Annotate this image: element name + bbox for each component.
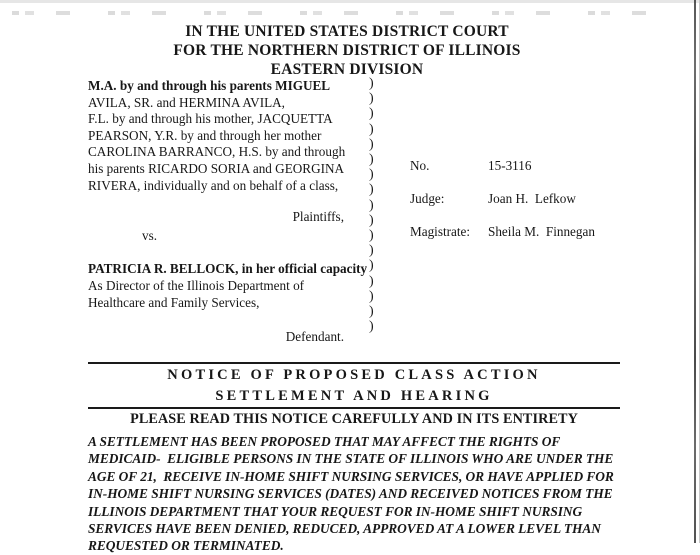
scan-top-edge-artifact [0,0,700,3]
court-header-line-2: FOR THE NORTHERN DISTRICT OF ILLINOIS [173,42,521,59]
plaintiff-line: RIVERA, individually and on behalf of a class, [88,177,339,193]
notice-body-paragraph: A SETTLEMENT HAS BEEN PROPOSED THAT MAY AFFECT THE RIGHTS OF MEDICAID- ELIGIBLE PERSONS IN THE STATE OF ILLINOIS WHO ARE UNDER THE AGE OF 21, RECEIVE IN-HOME SHIFT NURSING SERVICES, OR HAVE APPLIED FOR IN-HOME SHIFT NURSING SERVICES (DATES) AND RECEIVED NOTICES FROM THE ILLINOIS DEPARTMENT THAT YOUR REQUEST FOR IN-HOME SHIFT NURSING SERVICES HAVE BEEN DENIED, REDUCED, APPROVED AT A LOWER LEVEL THAN REQUESTED OR TERMINATED. [88,434,618,554]
defendant-block [88,261,368,311]
party-column [88,78,368,346]
caption-paren: ) [369,136,374,152]
notice-title-line-2: SETTLEMENT AND HEARING [215,388,493,404]
case-caption [88,76,648,345]
caption-paren-column [369,76,374,334]
court-header-line-3: EASTERN DIVISION [270,61,424,78]
caption-paren: ) [369,167,374,183]
defendant-line: PATRICIA R. BELLOCK, in her official capacity [88,261,368,277]
caption-paren: ) [369,212,374,228]
caption-paren: ) [369,304,374,320]
judge-value: Joan H. Lefkow [488,191,576,206]
case-number-row [410,158,595,174]
judge-label: Judge: [410,191,445,206]
caption-paren: ) [369,121,374,137]
caption-paren: ) [369,273,374,289]
plaintiff-line: M.A. by and through his parents MIGUEL [88,78,331,93]
magistrate-row [410,224,595,240]
plaintiff-line: CAROLINA BARRANCO, H.S. by and through [88,144,346,160]
plaintiff-line: PEARSON, Y.R. by and through her mother [88,127,322,143]
caption-paren: ) [369,106,374,122]
plaintiff-line: his parents RICARDO SORIA and GEORGINA [88,160,345,176]
plaintiffs-role-label: Plaintiffs, [292,209,344,225]
court-header [0,22,694,79]
caption-paren: ) [369,76,374,91]
plaintiff-line: F.L. by and through his mother, JACQUETTA [88,111,333,127]
versus-label: vs. [142,227,158,243]
case-number-label: No. [410,158,430,173]
caption-paren: ) [369,258,374,274]
magistrate-value: Sheila M. Finnegan [488,224,595,239]
case-number-value: 15-3116 [488,158,532,173]
notice-heading-block [88,362,620,428]
caption-paren: ) [369,182,374,198]
caption-paren: ) [369,288,374,304]
plaintiff-line: AVILA, SR. and HERMINA AVILA, [88,94,285,110]
defendant-role-label: Defendant. [285,329,344,345]
defendant-line: As Director of the Illinois Department of [88,277,305,293]
notice-title-line-1: NOTICE OF PROPOSED CLASS ACTION [167,367,541,383]
caption-paren: ) [369,91,374,107]
caption-paren: ) [369,228,374,244]
caption-paren: ) [369,197,374,213]
scan-right-edge-artifact [694,0,696,543]
court-header-line-1: IN THE UNITED STATES DISTRICT COURT [185,23,509,40]
caption-paren: ) [369,152,374,168]
notice-subtitle: PLEASE READ THIS NOTICE CAREFULLY AND IN ITS ENTIRETY [130,411,578,427]
judge-row [410,191,595,207]
caption-paren: ) [369,243,374,259]
caption-paren: ) [369,319,374,335]
magistrate-label: Magistrate: [410,224,471,239]
defendant-line: Healthcare and Family Services, [88,294,260,310]
case-info-column [410,158,595,257]
scan-speckle-artifact [12,11,672,15]
